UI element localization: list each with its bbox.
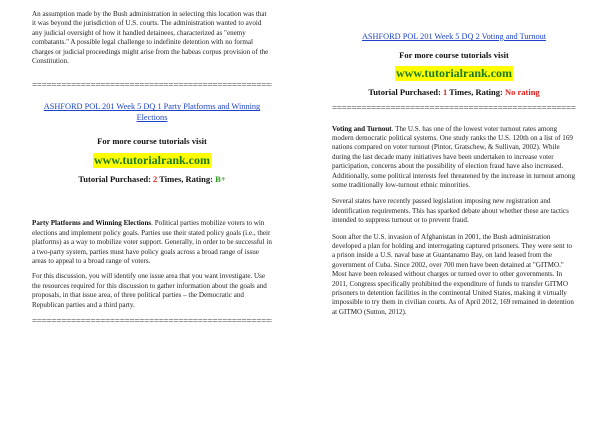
purchased-label: Tutorial Purchased: <box>78 174 154 185</box>
rating-value: B+ <box>215 174 226 185</box>
purchased-label: Tutorial Purchased: <box>368 86 443 97</box>
left-page <box>32 0 272 327</box>
right-page <box>332 0 576 317</box>
visit-text: For more course tutorials visit <box>399 49 509 60</box>
separator <box>32 80 272 91</box>
section-heading: Voting and Turnout <box>332 124 392 133</box>
discussion-paragraph: For this discussion, you will identify one issue area that you want investigate. Use the resources required for this discussion to gather information about the goals and proposals, in that issue area, of three political parties – the Democratic and Republican parties and a third party. <box>32 272 267 309</box>
rating-label: Times, Rating: <box>157 174 216 185</box>
section-heading: Party Platforms and Winning Elections <box>32 219 152 228</box>
purchase-info <box>32 174 272 185</box>
visit-text: For more course tutorials visit <box>97 136 207 147</box>
site-url[interactable]: www.tutorialrank.com <box>94 153 210 168</box>
guantanamo-paragraph: Soon after the U.S. invasion of Afghanistan in 2001, the Bush administration developed a plan for holding and interrogating captured prisoners. They were sent to a prison inside a U.S. naval base at Guantanamo Bay, on land leased from the government of Cuba. Since 2002, over 700 men have been detained at "GITMO." Most have been released without charges or turned over to other governments. In 2011, Congress specifically prohibited the expenditure of funds to transfer GITMO prisoners to detention facilities in the continental United States, making it virtually impossible to try them in civilian courts. As of April 2012, 169 remained in detention at GITMO (Sutton, 2012). <box>332 232 574 316</box>
dq1-title-link[interactable]: ASHFORD POL 201 Week 5 DQ 1 Party Platforms and Winning Elections <box>43 102 261 122</box>
section-body: . Political parties mobilize voters to win elections and implement policy goals. Parties use their stated policy goals (i.e., their platforms) as a way to mobilize voter support. Generally, in order to be successful in a two-party system, parties must have policy goals across a broad range of issue areas to appeal to a broad range of voters. <box>32 219 272 266</box>
site-link[interactable] <box>32 151 272 169</box>
rating-value: No rating <box>504 86 540 97</box>
site-url[interactable]: www.tutorialrank.com <box>396 65 512 80</box>
rating-label: Times, Rating: <box>447 86 505 97</box>
legislation-paragraph: Several states have recently passed legislation imposing new registration and identification requirements. This has sparked debate about whether these are tactics intended to suppress turnout or to prevent fraud. <box>332 197 569 225</box>
purchase-count: 1 <box>442 86 448 97</box>
party-platforms-paragraph <box>32 219 272 266</box>
separator <box>332 103 576 114</box>
purchase-info <box>332 87 576 98</box>
intro-paragraph: An assumption made by the Bush administration in selecting this location was that it was beyond the jurisdiction of U.S. courts. The administration wanted to avoid any judicial oversight of how it handled detainees, characterized as "enemy combatants." A possible legal challenge to indefinite detention with no formal charges or judicial proceedings might arise from the habeas corpus provision of the Constitution. <box>32 10 269 66</box>
separator-bottom <box>32 316 272 327</box>
section-body: . The U.S. has one of the lowest voter turnout rates among modern democratic political systems. One study ranks the U.S. 120th on a list of 169 nations compared on voter turnout (Pintor, Gratschew, & Sullivan, 2002). While during the last decade many initiatives have been undertaken to increase voter participation, concerns about the possibility of election fraud have also increased. Additionally, some political interests feel threatened by the increase in turnout among some traditionally low-turnout ethnic minorities. <box>332 124 576 189</box>
dq2-title-link[interactable]: ASHFORD POL 201 Week 5 DQ 2 Voting and Turnout <box>361 32 547 41</box>
site-link[interactable] <box>332 64 576 82</box>
purchase-count: 2 <box>153 174 158 185</box>
voting-turnout-paragraph <box>332 125 576 191</box>
